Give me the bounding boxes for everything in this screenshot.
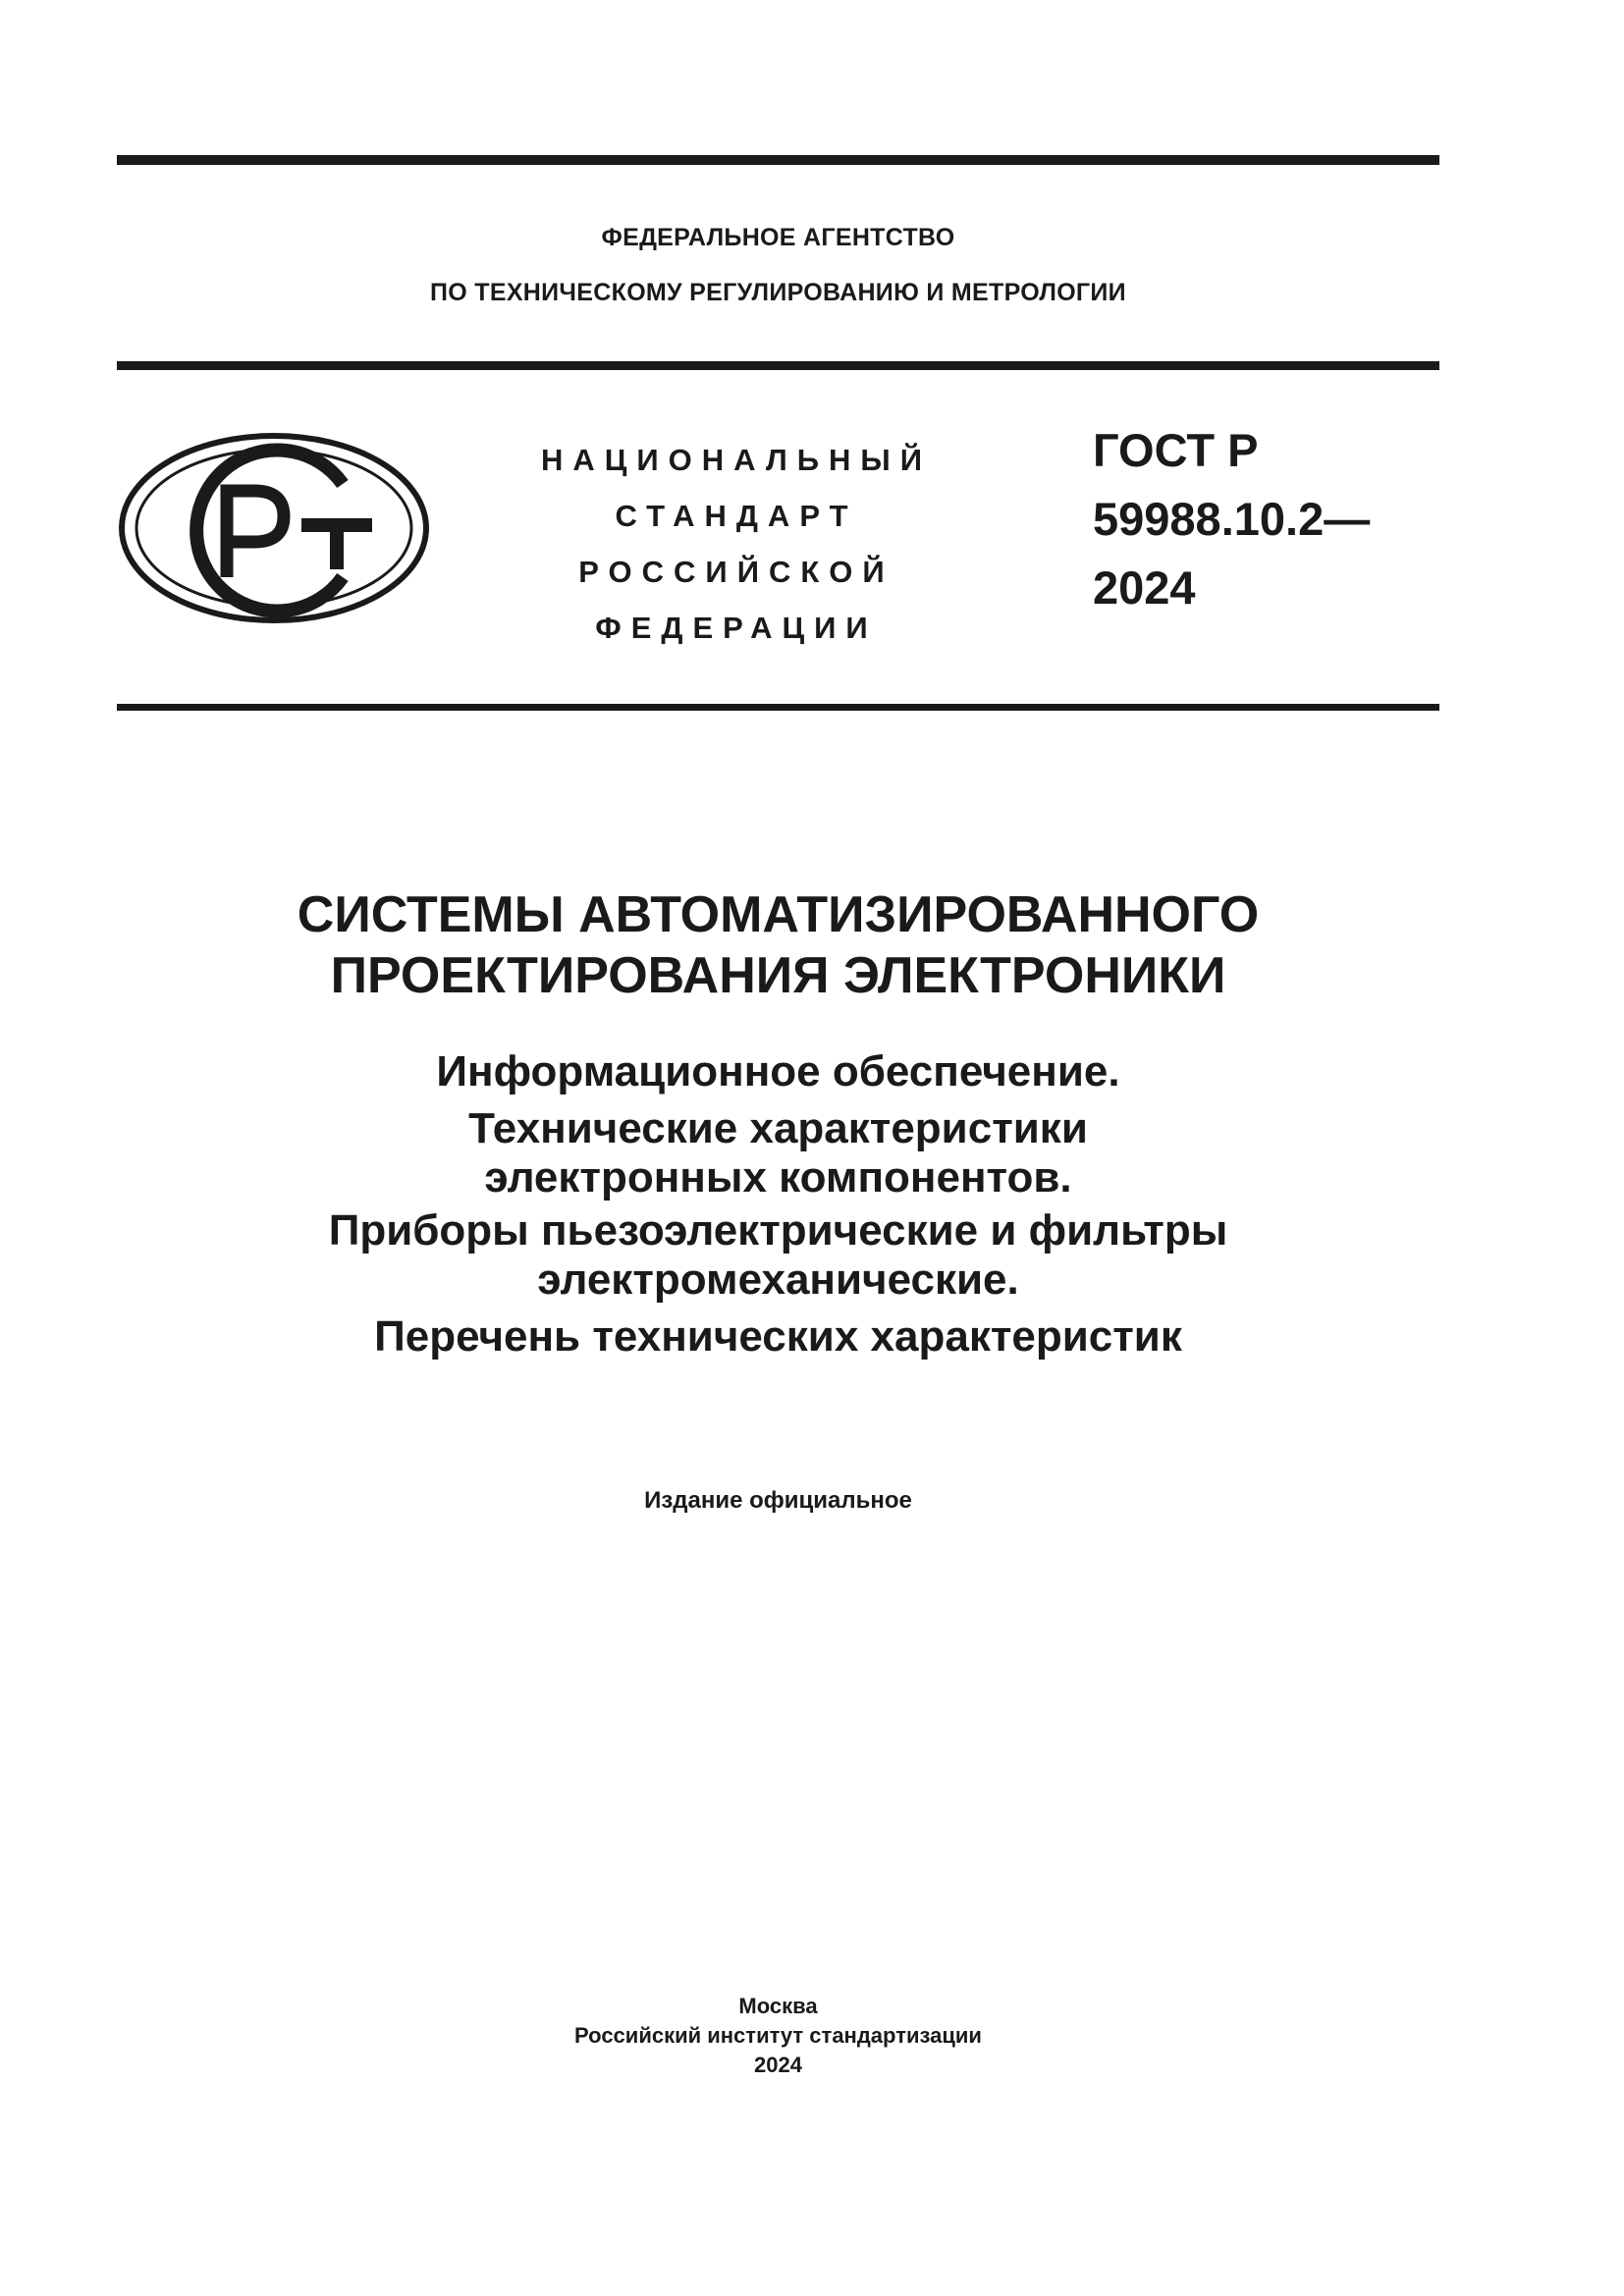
- title-line-1: СИСТЕМЫ АВТОМАТИЗИРОВАННОГО: [297, 886, 1260, 943]
- header-rule: [117, 361, 1439, 370]
- national-line-3: РОССИЙСКОЙ: [578, 555, 894, 589]
- standard-rule: [117, 704, 1439, 711]
- imprint-year: 2024: [754, 2053, 802, 2077]
- subtitle-line-3: электронных компонентов.: [484, 1153, 1072, 1201]
- gost-number: [1093, 416, 1370, 622]
- document-title: [117, 884, 1439, 1006]
- top-rule: [117, 155, 1439, 165]
- subtitle-line-6: Перечень технических характеристик: [374, 1312, 1182, 1361]
- document-subtitle: [117, 1047, 1439, 1362]
- imprint-publisher: Российский институт стандартизации: [574, 2023, 982, 2048]
- imprint-city: Москва: [738, 1994, 818, 2018]
- subtitle-line-5: электромеханические.: [537, 1255, 1019, 1304]
- gost-line-1: ГОСТ Р: [1093, 424, 1259, 476]
- national-line-1: НАЦИОНАЛЬНЫЙ: [540, 443, 933, 477]
- subtitle-line-4: Приборы пьезоэлектрические и фильтры: [328, 1206, 1228, 1255]
- title-line-2: ПРОЕКТИРОВАНИЯ ЭЛЕКТРОНИКИ: [330, 947, 1226, 1004]
- gost-line-3: 2024: [1093, 561, 1196, 614]
- national-standard-label: [530, 432, 943, 656]
- rst-logo-icon: [117, 430, 431, 626]
- national-line-2: СТАНДАРТ: [615, 499, 858, 533]
- agency-line-2: ПО ТЕХНИЧЕСКОМУ РЕГУЛИРОВАНИЮ И МЕТРОЛОГИИ: [430, 279, 1126, 306]
- gost-line-2: 59988.10.2—: [1093, 493, 1371, 545]
- edition-label: Издание официальное: [644, 1487, 912, 1514]
- imprint: [117, 1992, 1439, 2080]
- subtitle-line-1: Информационное обеспечение.: [436, 1047, 1120, 1095]
- national-line-4: ФЕДЕРАЦИИ: [595, 611, 878, 645]
- subtitle-line-2: Технические характеристики: [468, 1104, 1088, 1152]
- agency-line-1: ФЕДЕРАЛЬНОЕ АГЕНТСТВО: [601, 224, 955, 251]
